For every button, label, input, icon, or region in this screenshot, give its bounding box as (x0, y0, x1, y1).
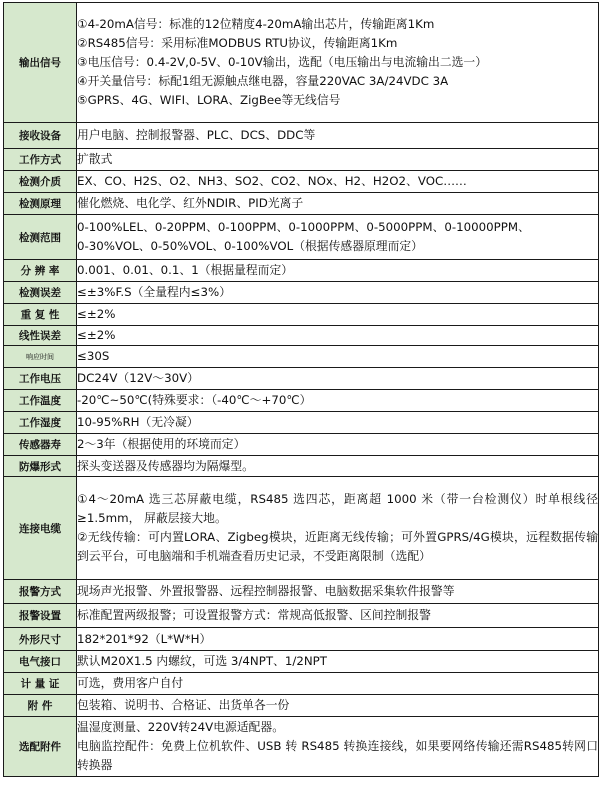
value-line: ②RS485信号：采用标准MODBUS RTU协议，传输距离1Km (77, 36, 398, 50)
row-label: 传感器寿 (4, 434, 77, 456)
table-row (4, 434, 599, 456)
table-row (4, 193, 599, 215)
row-value (77, 717, 599, 777)
table-row (4, 412, 599, 434)
row-label: 检测范围 (4, 215, 77, 260)
row-label: 选配附件 (4, 717, 77, 777)
row-value: -20℃~50℃(特殊要求：（-40℃～+70℃） (77, 390, 599, 412)
row-label: 检测介质 (4, 171, 77, 193)
row-label: 重 复 性 (4, 304, 77, 326)
row-label: 输出信号 (4, 3, 77, 123)
row-label: 计 量 证 (4, 673, 77, 695)
row-value: 2～3年（根据使用的环境而定） (77, 434, 599, 456)
table-row (4, 346, 599, 368)
table-row (4, 673, 599, 695)
row-label: 工作电压 (4, 368, 77, 390)
row-value: 扩散式 (77, 149, 599, 171)
row-label: 接收设备 (4, 123, 77, 149)
value-line: 0-30%VOL、0-50%VOL、0-100%VOL（根据传感器原理而定） (77, 239, 423, 253)
table-row (4, 149, 599, 171)
row-value: 可选，费用客户自付 (77, 673, 599, 695)
table-row (4, 628, 599, 651)
row-value (77, 215, 599, 260)
row-value (77, 477, 599, 580)
value-line: 0-100%LEL、0-20PPM、0-100PPM、0-1000PPM、0-5000PPM、0-10000PPM、 (77, 220, 530, 234)
table-row (4, 580, 599, 604)
table-row (4, 326, 599, 346)
value-line: ⑤GPRS、4G、WIFI、LORA、ZigBee等无线信号 (77, 93, 341, 107)
row-value: ≤±3%F.S（全量程内≤3%） (77, 282, 599, 304)
row-value: 现场声光报警、外置报警器、远程控制器报警、电脑数据采集软件报警等 (77, 580, 599, 604)
row-value: ≤±2% (77, 304, 599, 326)
table-row (4, 260, 599, 282)
row-label: 线性误差 (4, 326, 77, 346)
row-label: 工作方式 (4, 149, 77, 171)
row-value: 催化燃烧、电化学、红外NDIR、PID光离子 (77, 193, 599, 215)
table-row (4, 477, 599, 580)
table-row (4, 695, 599, 717)
row-label: 响应时间 (4, 346, 77, 368)
row-value: 标准配置两级报警；可设置报警方式：常规高低报警、区间控制报警 (77, 604, 599, 628)
row-label: 防爆形式 (4, 456, 77, 477)
spec-table (3, 2, 599, 777)
table-row (4, 390, 599, 412)
value-paragraph: 电脑监控配件：免费上位机软件、USB 转 RS485 转换连接线，如果要网络传输还需RS485转网口转换器 (77, 739, 598, 772)
value-paragraph: ①4～20mA 选三芯屏蔽电缆，RS485 选四芯，距离超 1000 米（带一台检测仪）时单根线径≥1.5mm， 屏蔽层接大地。 (77, 492, 598, 525)
table-row (4, 604, 599, 628)
row-value: 用户电脑、控制报警器、PLC、DCS、DDC等 (77, 123, 599, 149)
row-label: 分 辨 率 (4, 260, 77, 282)
value-line: 温湿度测量、220V转24V电源适配器。 (77, 720, 285, 734)
row-value: EX、CO、H2S、O2、NH3、SO2、CO2、NOx、H2、H2O2、VOC…… (77, 171, 599, 193)
row-label: 检测误差 (4, 282, 77, 304)
table-row (4, 123, 599, 149)
row-label: 检测原理 (4, 193, 77, 215)
row-value: 182*201*92（L*W*H） (77, 628, 599, 651)
row-label: 连接电缆 (4, 477, 77, 580)
row-value: ≤30S (77, 346, 599, 368)
value-line: ①4-20mA信号：标准的12位精度4-20mA输出芯片，传输距离1Km (77, 17, 435, 31)
row-value: 探头变送器及传感器均为隔爆型。 (77, 456, 599, 477)
table-row (4, 456, 599, 477)
table-row (4, 717, 599, 777)
table-row (4, 282, 599, 304)
row-label: 报警方式 (4, 580, 77, 604)
value-paragraph: ②无线传输：可内置LORA、Zigbeg模块，近距离无线传输；可外置GPRS/4G模块，远程数据传输到云平台，可电脑端和手机端查看历史记录，不受距离限制（选配） (77, 530, 598, 563)
table-row (4, 3, 599, 123)
row-label: 工作湿度 (4, 412, 77, 434)
row-value: 10-95%RH（无冷凝） (77, 412, 599, 434)
row-value (77, 3, 599, 123)
table-row (4, 368, 599, 390)
row-label: 报警设置 (4, 604, 77, 628)
row-label: 附 件 (4, 695, 77, 717)
table-row (4, 171, 599, 193)
row-value: 包装箱、说明书、合格证、出货单各一份 (77, 695, 599, 717)
row-value: 默认M20X1.5 内螺纹，可选 3/4NPT、1/2NPT (77, 651, 599, 673)
row-value: DC24V（12V～30V） (77, 368, 599, 390)
row-label: 外形尺寸 (4, 628, 77, 651)
row-value: 0.001、0.01、0.1、1（根据量程而定） (77, 260, 599, 282)
row-label: 工作温度 (4, 390, 77, 412)
row-value: ≤±2% (77, 326, 599, 346)
row-label: 电气接口 (4, 651, 77, 673)
table-row (4, 304, 599, 326)
value-line: ④开关量信号：标配1组无源触点继电器，容量220VAC 3A/24VDC 3A (77, 74, 449, 88)
value-line: ③电压信号：0.4-2V,0-5V、0-10V输出，选配（电压输出与电流输出二选一） (77, 55, 488, 69)
table-row (4, 215, 599, 260)
table-row (4, 651, 599, 673)
